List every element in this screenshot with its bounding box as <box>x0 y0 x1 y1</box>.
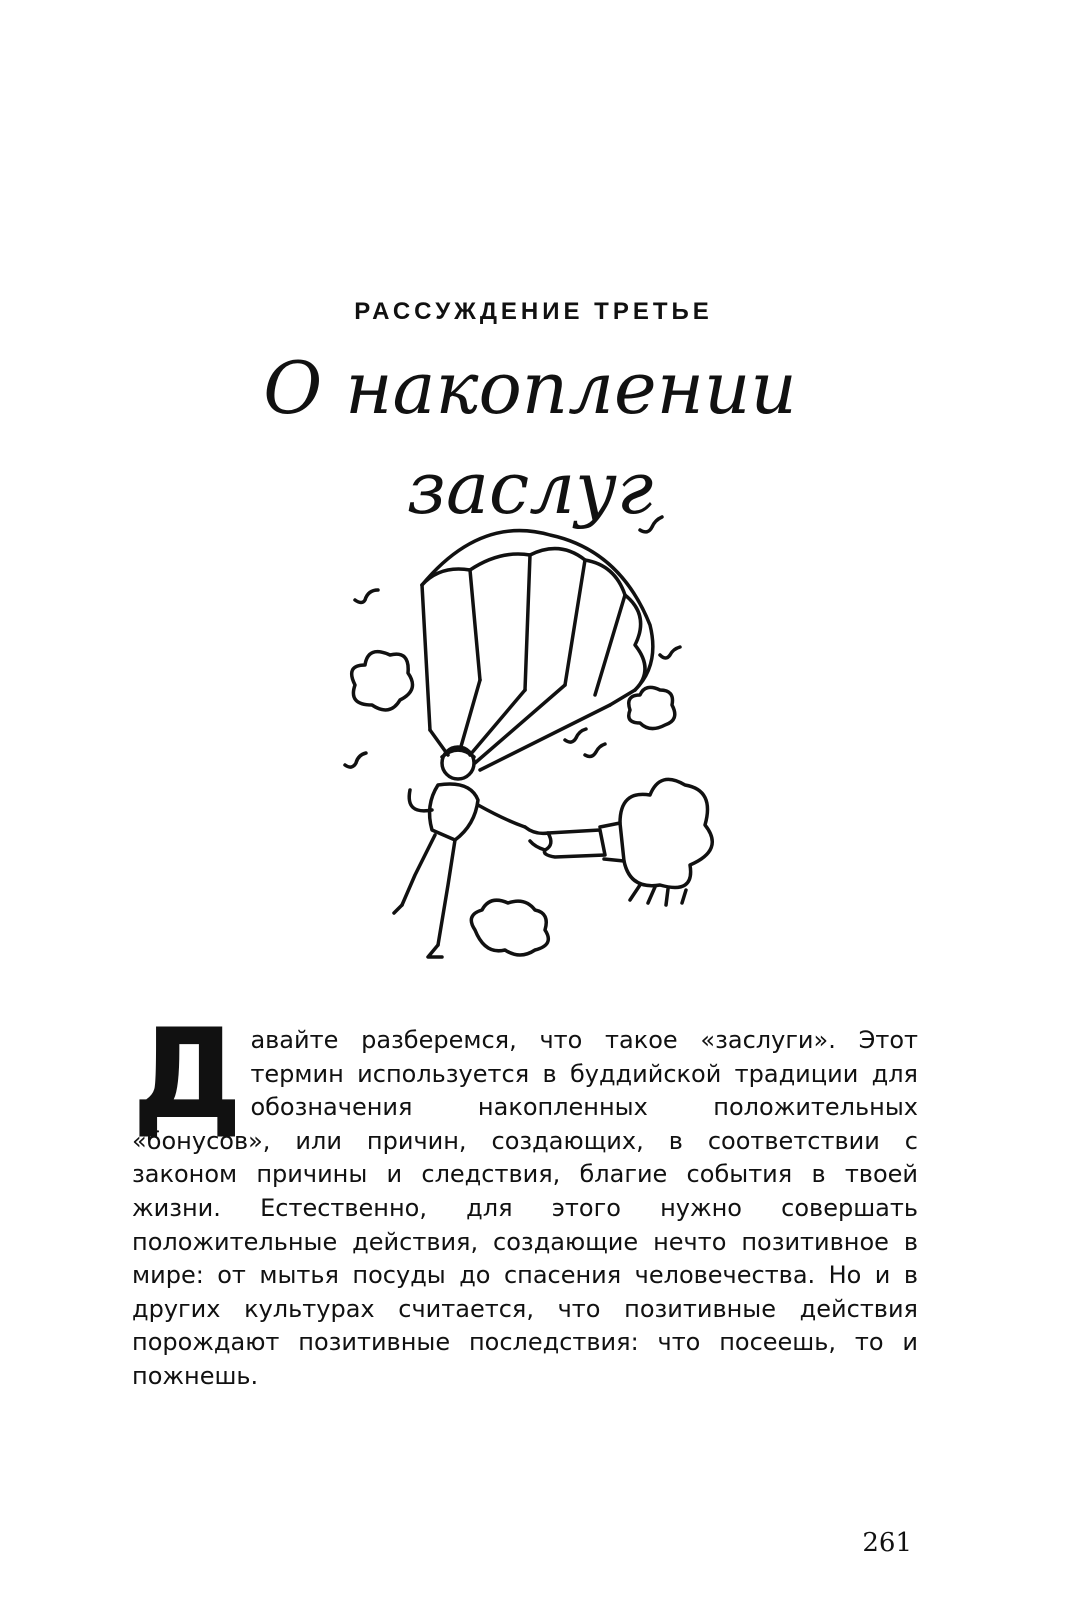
parachute-canopy <box>422 531 653 770</box>
chapter-title: О накоплении заслуг <box>263 346 797 530</box>
chapter-kicker: РАССУЖДЕНИЕ ТРЕТЬЕ <box>354 298 713 325</box>
handshake <box>525 823 624 861</box>
body-paragraph <box>132 1003 918 1394</box>
body-text: авайте разберемся, что такое «заслуги». Этот термин используется в буддийской традиции для обозначения накопленных положительных «бонусов», или причин, создающих, в соответствии с законом причины и следствия, благие события в твоей жизни. Естественно, для этого нужно совершать положительные действия, создающие нечто позитивное в мире: от мытья посуды до спасения человечества. Но и в других культурах считается, что позитивные действия порождают позитивные последствия: что посеешь, то и пожнешь. <box>132 1026 918 1390</box>
page-number: 261 <box>862 1528 912 1558</box>
drop-cap: Д <box>132 1003 243 1147</box>
parachutist-figure <box>394 747 525 957</box>
cloud-shapes <box>352 652 713 955</box>
parachutist-handshake-illustration <box>330 505 730 975</box>
